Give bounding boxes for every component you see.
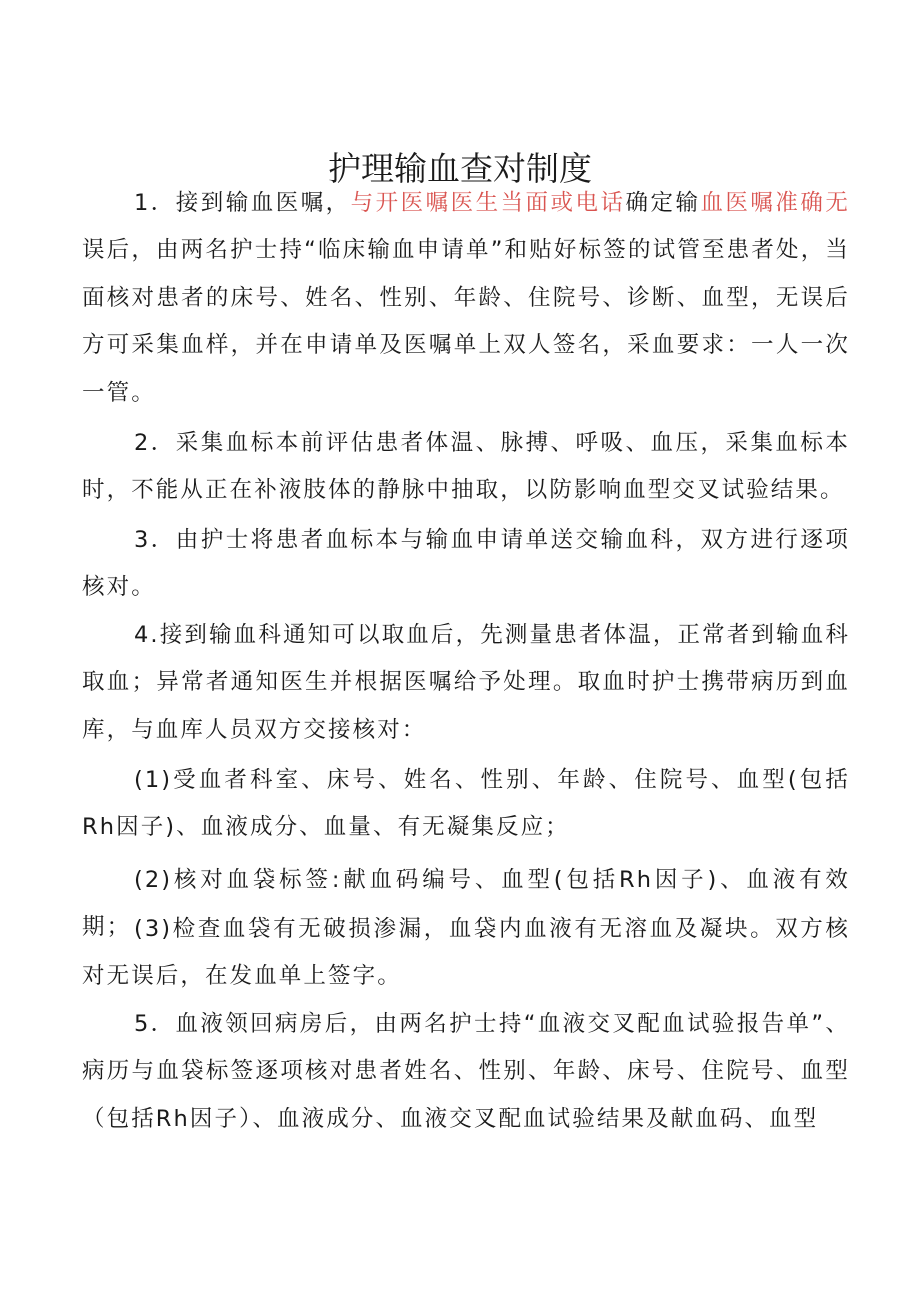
paragraph-1 xyxy=(82,180,850,417)
sub-item-3: (3)检查血袋有无破损渗漏，血袋内血液有无溶血及凝块。双方核对无误后，在发血单上签字。 xyxy=(82,916,850,990)
paragraph-3: 3．由护士将患者血标本与输血申请单送交输血科，双方进行逐项核对。 xyxy=(82,527,850,601)
paragraph-1-part-3: 误后，由两名护士持“临床输血申请单”和贴好标签的试管至患者处，当面核对患者的床号、姓名、性别、年龄、住院号、诊断、血型，无误后方可采集血样，并在申请单及医嘱单上双人签名，采血要求：一人一次一管。 xyxy=(82,237,850,406)
paragraph-4: 4.接到输血科通知可以取血后，先测量患者体温，正常者到输血科取血；异常者通知医生并根据医嘱给予处理。取血时护士携带病历到血库，与血库人员双方交接核对： xyxy=(82,622,850,743)
page-title: 护理输血查对制度 xyxy=(328,149,592,189)
sub-item-1: (1)受血者科室、床号、姓名、性别、年龄、住院号、血型(包括Rh因子)、血液成分、血量、有无凝集反应； xyxy=(82,767,850,841)
paragraph-1-part-1: 1．接到输血医嘱， xyxy=(134,190,351,216)
paragraph-2: 2．采集血标本前评估患者体温、脉搏、呼吸、血压，采集血标本时，不能从正在补液肢体的静脉中抽取，以防影响血型交叉试验结果。 xyxy=(82,430,850,504)
paragraph-5: 5．血液领回病房后，由两名护士持“血液交叉配血试验报告单”、病历与血袋标签逐项核对患者姓名、性别、年龄、床号、住院号、血型（包括Rh因子）、血液成分、血液交叉配血试验结果及献血码、血型 xyxy=(82,1011,850,1132)
paragraph-1-part-2: 确定输 xyxy=(625,190,701,216)
paragraph-1-highlight-1: 与开医嘱医生当面或电话 xyxy=(350,190,626,216)
sub-item-2: (2)核对血袋标签:献血码编号、血型(包括Rh因子)、血液有效期； xyxy=(82,867,850,941)
paragraph-1-highlight-2: 血医嘱准确无 xyxy=(700,190,850,216)
